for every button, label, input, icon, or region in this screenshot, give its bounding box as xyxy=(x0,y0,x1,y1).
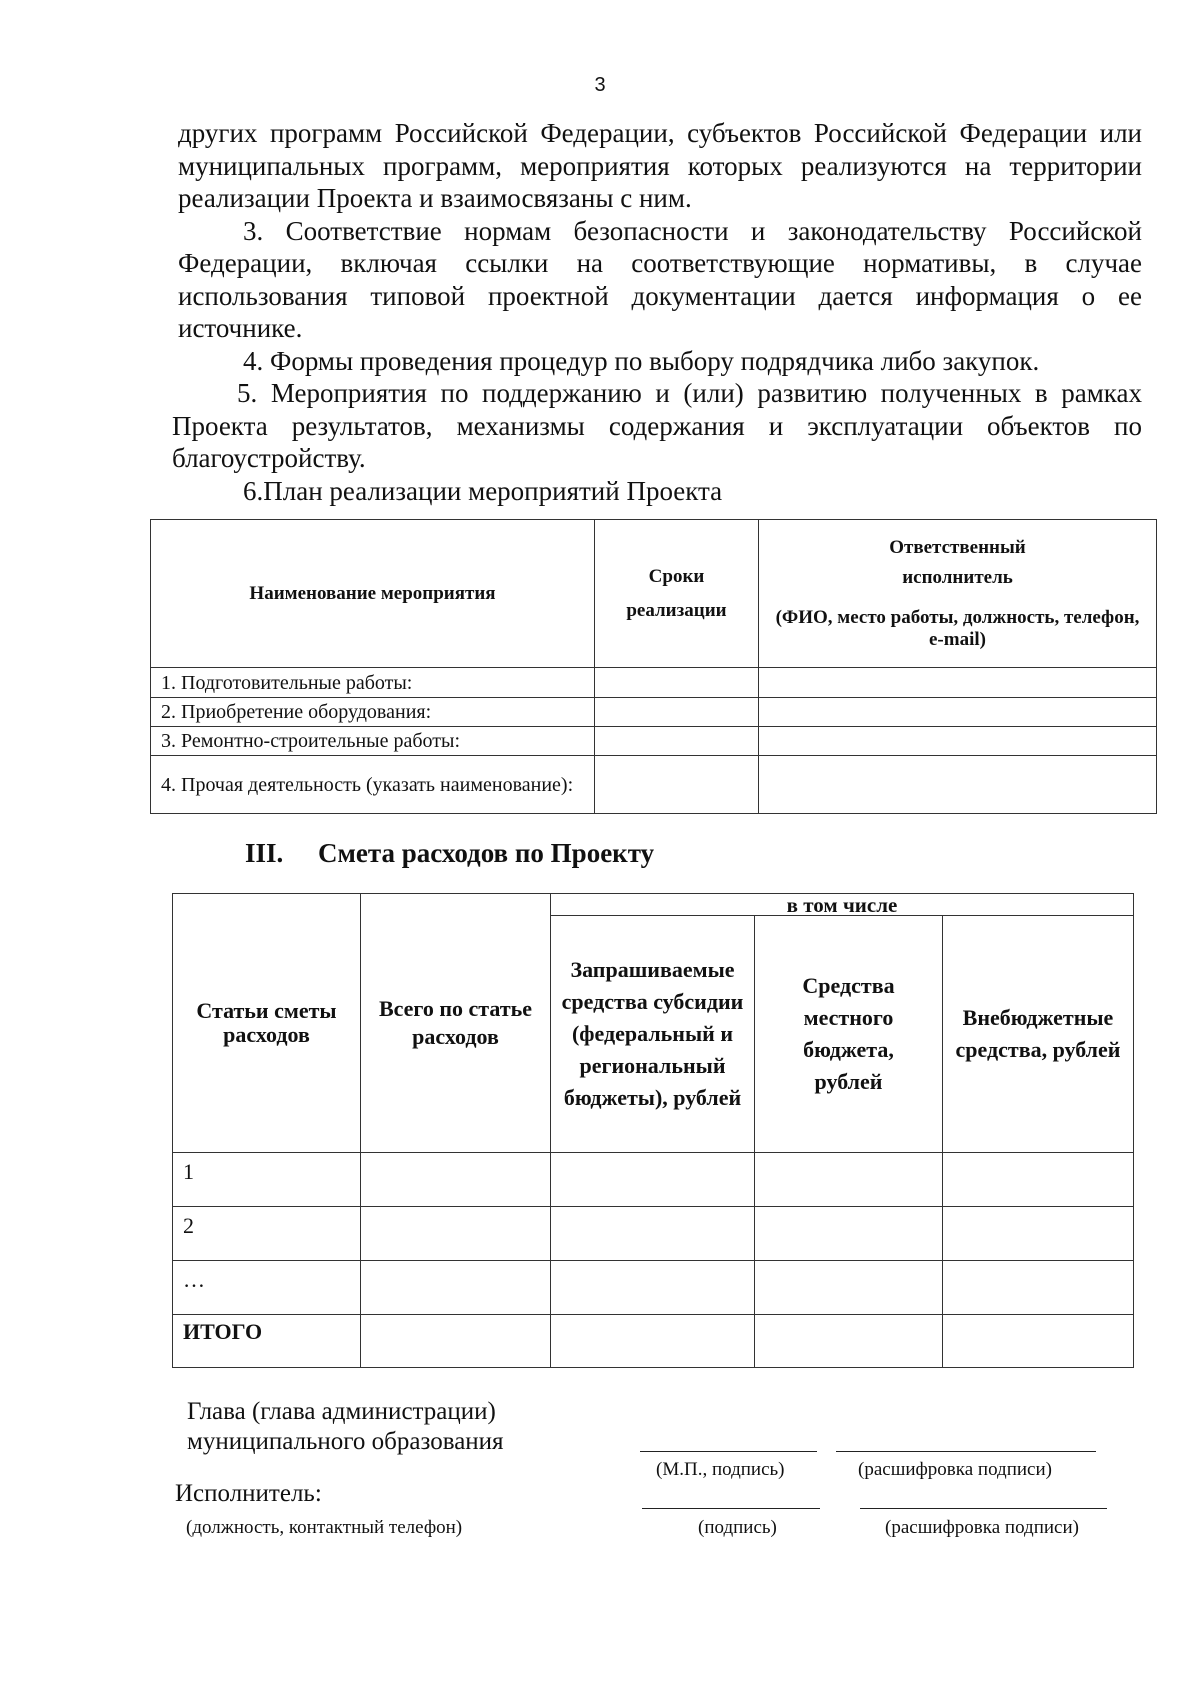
budget-header-row-1 xyxy=(173,894,1134,916)
budget-header-extra: Внебюджетные средства, рублей xyxy=(943,916,1134,1153)
budget-header-total: Всего по статье расходов xyxy=(361,894,551,1153)
budget-header-local: Средства местного бюджета, рублей xyxy=(755,916,943,1153)
plan-header-terms-line2: реализации xyxy=(626,599,727,621)
paragraph-continuation: других программ Российской Федерации, субъектов Российской Федерации или муниципальных программ, мероприятия которых реализуются на территории реализации Проекта и взаимосвязаны с ним. xyxy=(178,118,1142,213)
plan-row-label: 1. Подготовительные работы: xyxy=(151,668,595,698)
budget-row-total-label: ИТОГО xyxy=(173,1315,361,1368)
table-row xyxy=(173,1153,1134,1207)
paragraph-4: 4. Формы проведения процедур по выбору подрядчика либо закупок. xyxy=(243,345,1040,376)
executor-decode-caption: (расшифровка подписи) xyxy=(885,1517,1079,1538)
plan-header-resp-line1: Ответственный xyxy=(889,536,1026,558)
head-signature-label xyxy=(187,1397,504,1457)
table-row xyxy=(173,1207,1134,1261)
table-row xyxy=(173,1261,1134,1315)
head-sign-caption: (М.П., подпись) xyxy=(656,1459,785,1480)
head-decode-line xyxy=(836,1451,1096,1452)
plan-row-label: 3. Ремонтно-строительные работы: xyxy=(151,727,595,756)
budget-header-including: в том числе xyxy=(551,894,1134,916)
budget-row-label: 2 xyxy=(173,1207,361,1261)
table-row xyxy=(151,727,1157,756)
budget-row-label: … xyxy=(173,1261,361,1315)
paragraph-3: 3. Соответствие нормам безопасности и законодательству Российской Федерации, включая ссылки на соответствующие нормативы, в случае использования типовой проектной документации дается информация о ее источнике. xyxy=(178,215,1142,343)
plan-table xyxy=(150,519,1157,814)
budget-row-label: 1 xyxy=(173,1153,361,1207)
executor-sign-caption: (подпись) xyxy=(698,1517,777,1538)
executor-sign-line xyxy=(642,1508,820,1509)
executor-label: Исполнитель: xyxy=(175,1480,322,1507)
head-decode-caption: (расшифровка подписи) xyxy=(858,1459,1052,1480)
table-row xyxy=(173,1315,1134,1368)
executor-decode-line xyxy=(860,1508,1107,1509)
head-title-line1: Глава (глава администрации) xyxy=(187,1398,496,1425)
budget-table xyxy=(172,893,1134,1368)
plan-row-label: 2. Приобретение оборудования: xyxy=(151,698,595,727)
plan-header-resp-line3: (ФИО, место работы, должность, телефон, e-mail) xyxy=(775,606,1140,650)
page-number: 3 xyxy=(594,74,606,96)
paragraph-5: 5. Мероприятия по поддержанию и (или) развитию полученных в рамках Проекта результатов, механизмы содержания и эксплуатации объектов по благоустройству. xyxy=(172,378,1142,473)
section-heading: Смета расходов по Проекту xyxy=(318,838,655,868)
section-title xyxy=(245,838,654,869)
table-row xyxy=(151,756,1157,814)
table-row xyxy=(151,668,1157,698)
executor-caption: (должность, контактный телефон) xyxy=(186,1517,463,1538)
head-sign-line xyxy=(640,1451,817,1452)
body-text xyxy=(172,117,1142,507)
budget-header-subsidy: Запрашиваемые средства субсидии (федеральный и региональный бюджеты), рублей xyxy=(551,916,755,1153)
head-title-line2: муниципального образования xyxy=(187,1428,504,1455)
plan-header-responsible xyxy=(759,520,1157,668)
table-row xyxy=(151,698,1157,727)
section-number: III. xyxy=(245,838,284,868)
plan-table-header-row xyxy=(151,520,1157,668)
budget-header-items: Статьи сметы расходов xyxy=(173,894,361,1153)
plan-header-terms-line1: Сроки xyxy=(648,565,705,587)
plan-header-resp-line2: исполнитель xyxy=(902,566,1013,588)
plan-row-label: 4. Прочая деятельность (указать наименование): xyxy=(151,756,595,814)
plan-header-name: Наименование мероприятия xyxy=(151,520,595,668)
paragraph-6-title: 6.План реализации мероприятий Проекта xyxy=(243,475,723,506)
plan-header-terms xyxy=(595,520,759,668)
